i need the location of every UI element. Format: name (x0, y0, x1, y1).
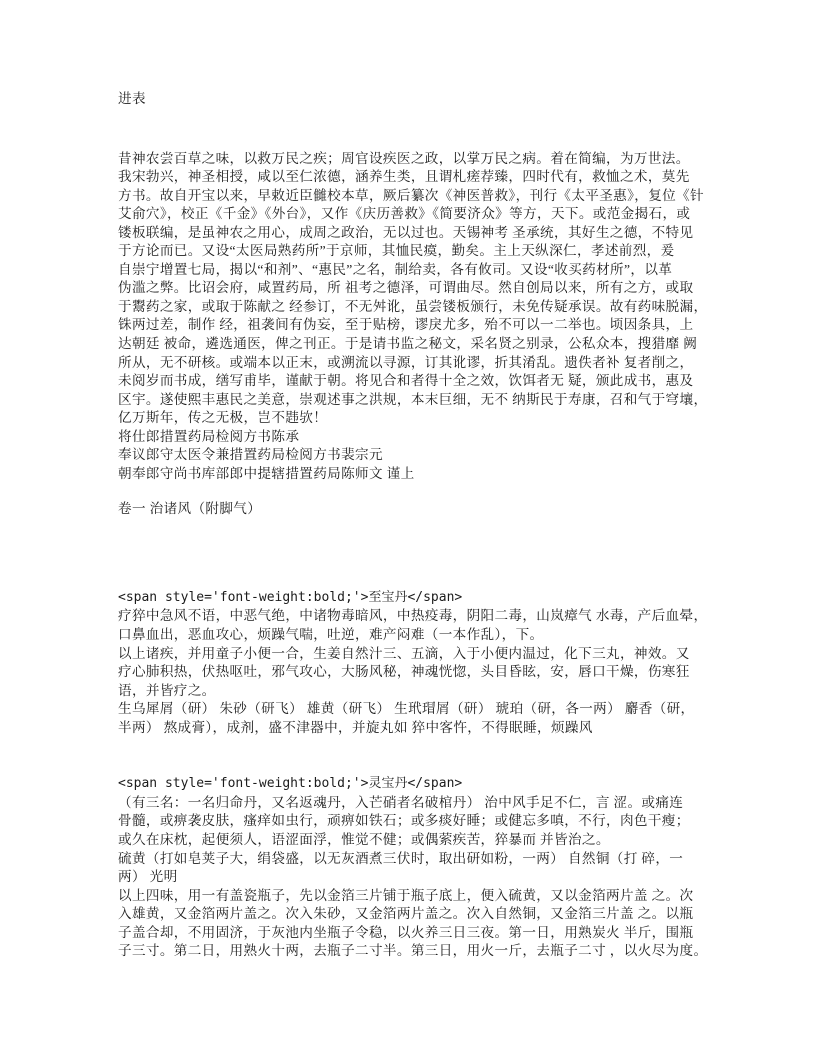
preface-line: 伪滥之弊。比诏会府，咸置药局，所 祖考之德泽，可谓曲尽。然自创局以来，所有之方，或取 (118, 280, 694, 296)
body-line: 疗心肺积热，伏热呕吐，邪气攻心，大肠风秘，神魂恍惚，头目昏眩，安，唇口干燥，伤寒狂 (118, 664, 690, 680)
preface-line: 镂板联编，是虽神农之用心，成周之政治，无以过也。天锡神考 圣承统，其好生之德，不特见 (118, 224, 694, 240)
body-line: 半两） 熬成膏），成剂，盛不津器中，并旋丸如 猝中客忤，不得眠睡，烦躁风 (118, 719, 593, 735)
preface-line: 所从，无不研核。或端本以正末，或溯流以寻源，订其讹谬，折其淆乱。遗佚者补 复者削之， (118, 354, 694, 370)
formula-section-zhibaodan (118, 589, 708, 737)
body-line: 子盖合却，不用固济，于灰池内坐瓶子令稳，以火养三日三夜。第一日，用熟炭火 半斤，围瓶 (118, 924, 694, 940)
preface-line: 自崇宁增置七局，揭以“和剂”、“惠民”之名，制给卖，各有攸司。又设“收买药材所”，以革 (118, 261, 673, 277)
body-line: （有三名：一名归命丹，又名返魂丹，入芒硝者名破棺丹） 治中风手足不仁，言 涩。或痛连 (118, 794, 684, 810)
body-line: 骨髓，或痹袭皮肤，瘙痒如虫行，顽痹如铁石；或多痰好睡；或健忘多嗔，不行，肉色干瘦； (118, 813, 690, 829)
preface-line: 于鬻药之家，或取于陈献之 经参订，不无舛讹，虽尝镂板颁行，未免传疑承误。故有药味脱漏， (118, 298, 708, 314)
preface-line: 达朝廷 被命，遴选通医，俾之刊正。于是请书监之秘文，采名贤之别录，公私众本，搜猎靡 阙 (118, 336, 698, 352)
preface-line: 艾俞穴》，校正《千金》《外台》，又作《庆历善救》《简要济众》等方，天下。或范金揭石，或 (118, 206, 691, 222)
body-line: 疗猝中急风不语，中恶气绝，中诸物毒暗风，中热疫毒，阴阳二毒，山岚瘴气 水毒，产后血晕， (118, 608, 708, 624)
document-content (118, 90, 708, 961)
chapter-heading: 卷一 治诸风（附脚气） (118, 501, 262, 517)
preface-paragraph (118, 150, 708, 428)
body-line: 或久在床枕，起便须人，语涩面浮，惟觉不健；或偶萦疾苦，猝暴而 并皆治之。 (118, 831, 610, 847)
signature-line: 奉议郎守太医令兼措置药局检阅方书裴宗元 (118, 447, 383, 463)
body-line: 生乌犀屑（研） 朱砂（研飞） 雄黄（研飞） 生玳瑁屑（研） 琥珀（研，各一两） 麝香（研， (118, 701, 695, 717)
document-title: 进表 (118, 91, 146, 106)
formula-heading-raw: <span style='font-weight:bold;'>至宝丹</span> (118, 589, 463, 605)
formula-section-lingbaodan (118, 775, 708, 960)
formula-heading-raw: <span style='font-weight:bold;'>灵宝丹</span> (118, 776, 463, 792)
preface-line: 铢两过差，制作 经，祖袭间有伪妄，至于贴榜，谬戾尤多，殆不可以一二举也。顷因条具，上 (118, 317, 694, 333)
body-line: 两） 光明 (118, 869, 178, 885)
preface-line: 未阅岁而书成，缮写甫毕，谨献于朝。将见合和者得十全之效，饮饵者无 疑，颁此成书，惠及 (118, 373, 694, 389)
signature-line: 将仕郎措置药局检阅方书陈承 (118, 428, 300, 444)
body-line: 硫黄（打如皂荚子大，绢袋盛，以无灰酒煮三伏时，取出研如粉，一两） 自然铜（打 碎，一 (118, 850, 684, 866)
body-line: 入雄黄，又金箔两片盖之。次入朱砂，又金箔两片盖之。次入自然铜，又金箔三片盖 之。以瓶 (118, 906, 694, 922)
body-line: 子三寸。第二日，用熟火十两，去瓶子二寸半。第三日，用火一斤，去瓶子二寸 ，以火尽为度。 (118, 943, 708, 959)
preface-line: 昔神农尝百草之味，以救万民之疾；周官设疾医之政，以掌万民之病。着在简编，为万世法。 (118, 150, 690, 166)
body-line: 以上四味，用一有盖瓷瓶子，先以金箔三片铺于瓶子底上，便入硫黄，又以金箔两片盖 之。次 (118, 887, 694, 903)
preface-line: 于方论而已。又设“太医局熟药所”于京师，其恤民瘼，勤矣。主上天纵深仁，孝述前烈，爰 (118, 243, 675, 259)
body-line: 口鼻血出，恶血攻心，烦躁气喘，吐逆，难产闷难（一本作乱），下。 (118, 627, 544, 643)
signature-block (118, 428, 704, 484)
body-line: 以上诸疾，并用童子小便一合，生姜自然汁三、五滴，入于小便内温过，化下三丸，神效。又 (118, 645, 690, 661)
body-line: 语，并皆疗之。 (118, 682, 216, 698)
preface-line: 我宋勃兴，神圣相授，咸以至仁浓德，涵养生类，且谓札瘥荐臻，四时代有，救恤之术，莫先 (118, 169, 690, 185)
preface-line: 区宇。遂使熙丰惠民之美意，崇观述事之洪规，本末巨细，无不 纳斯民于寿康，召和气于穹壤， (118, 391, 708, 407)
signature-line: 朝奉郎守尚书库部郎中提辖措置药局陈师文 谨上 (118, 465, 415, 481)
preface-line: 亿万斯年，传之无极，岂不韪欤！ (118, 410, 328, 426)
preface-line: 方书。故自开宝以来，早敕近臣雠校本草，厥后纂次《神医普救》，刊行《太平圣惠》，复位《针 (118, 187, 704, 203)
